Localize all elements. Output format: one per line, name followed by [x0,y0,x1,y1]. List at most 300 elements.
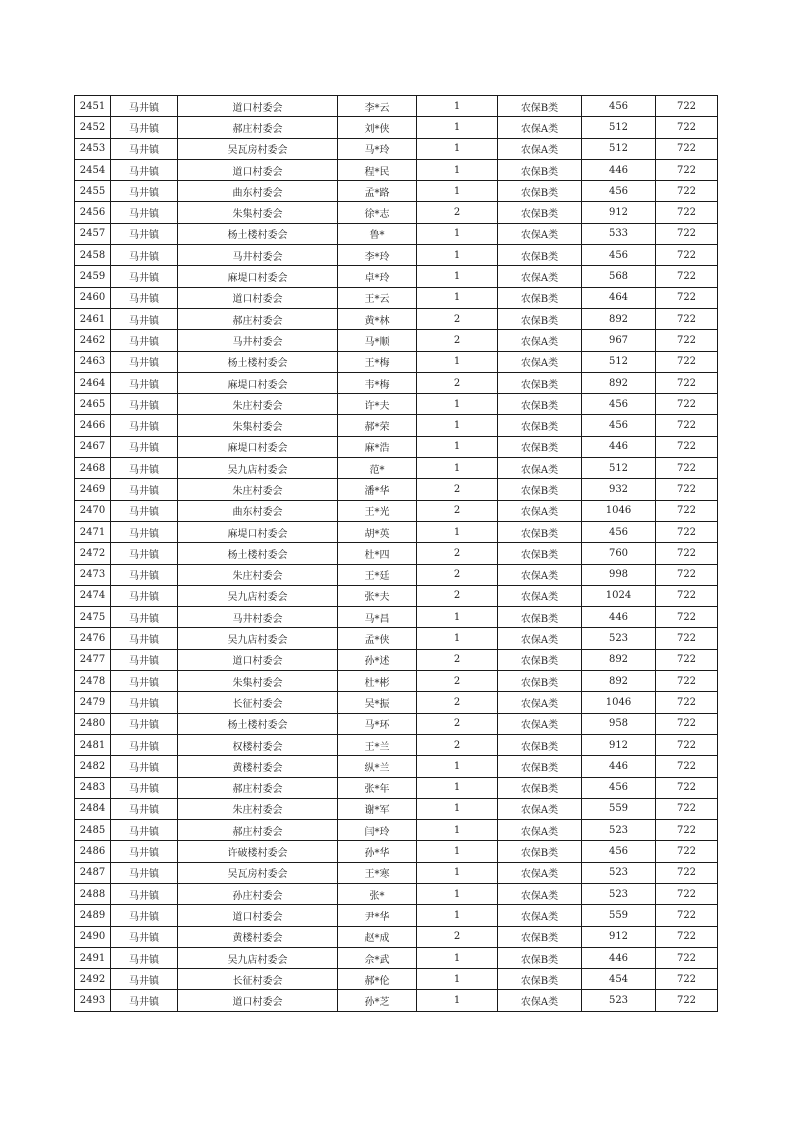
town-cell: 马井镇 [111,841,178,862]
village-committee-cell: 郝庄村委会 [178,777,338,798]
code-cell: 722 [656,607,718,628]
town-cell: 马井镇 [111,990,178,1011]
person-name-cell: 尹*华 [338,905,417,926]
table-row [75,159,718,180]
code-cell: 722 [656,862,718,883]
household-count-cell: 1 [417,415,498,436]
row-number-cell: 2468 [75,458,111,479]
village-committee-cell: 郝庄村委会 [178,117,338,138]
household-count-cell: 1 [417,521,498,542]
amount-cell: 446 [582,607,656,628]
code-cell: 722 [656,223,718,244]
town-cell: 马井镇 [111,96,178,117]
table-row [75,734,718,755]
table-row [75,969,718,990]
household-count-cell: 1 [417,628,498,649]
row-number-cell: 2486 [75,841,111,862]
insurance-category-cell: 农保B类 [498,394,582,415]
amount-cell: 464 [582,287,656,308]
row-number-cell: 2477 [75,649,111,670]
amount-cell: 912 [582,926,656,947]
town-cell: 马井镇 [111,628,178,649]
code-cell: 722 [656,159,718,180]
row-number-cell: 2465 [75,394,111,415]
town-cell: 马井镇 [111,798,178,819]
table-row [75,713,718,734]
row-number-cell: 2490 [75,926,111,947]
code-cell: 722 [656,521,718,542]
amount-cell: 892 [582,671,656,692]
code-cell: 722 [656,394,718,415]
household-count-cell: 1 [417,351,498,372]
code-cell: 722 [656,436,718,457]
person-name-cell: 王*兰 [338,734,417,755]
person-name-cell: 孙*华 [338,841,417,862]
village-committee-cell: 道口村委会 [178,287,338,308]
row-number-cell: 2464 [75,372,111,393]
person-name-cell: 张*夫 [338,585,417,606]
insurance-category-cell: 农保B类 [498,479,582,500]
insurance-category-cell: 农保B类 [498,287,582,308]
village-committee-cell: 朱庄村委会 [178,564,338,585]
row-number-cell: 2459 [75,266,111,287]
village-committee-cell: 吴九店村委会 [178,947,338,968]
person-name-cell: 郝*伦 [338,969,417,990]
amount-cell: 456 [582,521,656,542]
amount-cell: 446 [582,756,656,777]
amount-cell: 1024 [582,585,656,606]
village-committee-cell: 孙庄村委会 [178,883,338,904]
household-count-cell: 2 [417,202,498,223]
code-cell: 722 [656,479,718,500]
town-cell: 马井镇 [111,202,178,223]
table-row [75,479,718,500]
household-count-cell: 1 [417,394,498,415]
code-cell: 722 [656,202,718,223]
row-number-cell: 2453 [75,138,111,159]
household-count-cell: 2 [417,926,498,947]
table-row [75,671,718,692]
table-row [75,841,718,862]
table-row [75,628,718,649]
code-cell: 722 [656,671,718,692]
table-row [75,862,718,883]
insurance-category-cell: 农保A类 [498,905,582,926]
amount-cell: 456 [582,777,656,798]
insurance-category-cell: 农保A类 [498,713,582,734]
household-count-cell: 1 [417,947,498,968]
town-cell: 马井镇 [111,266,178,287]
household-count-cell: 1 [417,969,498,990]
table-row [75,415,718,436]
household-count-cell: 1 [417,862,498,883]
household-count-cell: 2 [417,692,498,713]
person-name-cell: 刘*侠 [338,117,417,138]
town-cell: 马井镇 [111,692,178,713]
village-committee-cell: 郝庄村委会 [178,820,338,841]
table-row [75,202,718,223]
person-name-cell: 孙*芝 [338,990,417,1011]
code-cell: 722 [656,245,718,266]
row-number-cell: 2456 [75,202,111,223]
town-cell: 马井镇 [111,351,178,372]
household-count-cell: 1 [417,607,498,628]
row-number-cell: 2487 [75,862,111,883]
town-cell: 马井镇 [111,245,178,266]
town-cell: 马井镇 [111,479,178,500]
village-committee-cell: 郝庄村委会 [178,308,338,329]
row-number-cell: 2489 [75,905,111,926]
household-count-cell: 2 [417,649,498,670]
code-cell: 722 [656,777,718,798]
town-cell: 马井镇 [111,287,178,308]
village-committee-cell: 朱庄村委会 [178,479,338,500]
person-name-cell: 王*光 [338,500,417,521]
code-cell: 722 [656,628,718,649]
code-cell: 722 [656,266,718,287]
household-count-cell: 1 [417,159,498,180]
town-cell: 马井镇 [111,500,178,521]
household-count-cell: 2 [417,585,498,606]
insurance-category-cell: 农保B类 [498,521,582,542]
person-name-cell: 程*民 [338,159,417,180]
insurance-category-cell: 农保A类 [498,883,582,904]
town-cell: 马井镇 [111,820,178,841]
data-table [74,95,718,1012]
table-row [75,394,718,415]
village-committee-cell: 吴九店村委会 [178,628,338,649]
table-row [75,117,718,138]
household-count-cell: 1 [417,883,498,904]
row-number-cell: 2470 [75,500,111,521]
code-cell: 722 [656,287,718,308]
town-cell: 马井镇 [111,905,178,926]
table-row [75,330,718,351]
insurance-category-cell: 农保A类 [498,266,582,287]
town-cell: 马井镇 [111,734,178,755]
village-committee-cell: 吴瓦房村委会 [178,138,338,159]
household-count-cell: 1 [417,245,498,266]
amount-cell: 892 [582,649,656,670]
code-cell: 722 [656,117,718,138]
town-cell: 马井镇 [111,372,178,393]
code-cell: 722 [656,798,718,819]
household-count-cell: 1 [417,777,498,798]
household-count-cell: 1 [417,841,498,862]
town-cell: 马井镇 [111,436,178,457]
row-number-cell: 2454 [75,159,111,180]
person-name-cell: 鲁* [338,223,417,244]
row-number-cell: 2463 [75,351,111,372]
household-count-cell: 1 [417,266,498,287]
row-number-cell: 2475 [75,607,111,628]
household-count-cell: 1 [417,181,498,202]
row-number-cell: 2485 [75,820,111,841]
amount-cell: 932 [582,479,656,500]
town-cell: 马井镇 [111,159,178,180]
person-name-cell: 许*夫 [338,394,417,415]
table-row [75,820,718,841]
row-number-cell: 2455 [75,181,111,202]
table-row [75,926,718,947]
code-cell: 722 [656,330,718,351]
insurance-category-cell: 农保B类 [498,543,582,564]
table-row [75,351,718,372]
amount-cell: 456 [582,181,656,202]
person-name-cell: 卓*玲 [338,266,417,287]
table-row [75,883,718,904]
insurance-category-cell: 农保B类 [498,649,582,670]
person-name-cell: 谢*军 [338,798,417,819]
insurance-category-cell: 农保B类 [498,947,582,968]
insurance-category-cell: 农保A类 [498,138,582,159]
insurance-category-cell: 农保B类 [498,841,582,862]
code-cell: 722 [656,734,718,755]
table-row [75,756,718,777]
insurance-category-cell: 农保A类 [498,820,582,841]
table-body [75,96,718,1012]
household-count-cell: 2 [417,734,498,755]
row-number-cell: 2467 [75,436,111,457]
household-count-cell: 1 [417,756,498,777]
code-cell: 722 [656,947,718,968]
insurance-category-cell: 农保B类 [498,436,582,457]
row-number-cell: 2460 [75,287,111,308]
row-number-cell: 2474 [75,585,111,606]
amount-cell: 446 [582,159,656,180]
insurance-category-cell: 农保B类 [498,181,582,202]
person-name-cell: 马*环 [338,713,417,734]
town-cell: 马井镇 [111,223,178,244]
insurance-category-cell: 农保B类 [498,372,582,393]
row-number-cell: 2458 [75,245,111,266]
town-cell: 马井镇 [111,777,178,798]
village-committee-cell: 曲东村委会 [178,500,338,521]
amount-cell: 533 [582,223,656,244]
town-cell: 马井镇 [111,671,178,692]
code-cell: 722 [656,969,718,990]
row-number-cell: 2491 [75,947,111,968]
town-cell: 马井镇 [111,756,178,777]
village-committee-cell: 朱集村委会 [178,671,338,692]
insurance-category-cell: 农保A类 [498,564,582,585]
amount-cell: 912 [582,202,656,223]
household-count-cell: 2 [417,372,498,393]
amount-cell: 1046 [582,500,656,521]
village-committee-cell: 道口村委会 [178,905,338,926]
code-cell: 722 [656,351,718,372]
row-number-cell: 2480 [75,713,111,734]
household-count-cell: 1 [417,117,498,138]
village-committee-cell: 吴九店村委会 [178,585,338,606]
amount-cell: 512 [582,117,656,138]
row-number-cell: 2483 [75,777,111,798]
amount-cell: 958 [582,713,656,734]
amount-cell: 512 [582,458,656,479]
village-committee-cell: 吴瓦房村委会 [178,862,338,883]
household-count-cell: 1 [417,798,498,819]
code-cell: 722 [656,415,718,436]
household-count-cell: 1 [417,436,498,457]
insurance-category-cell: 农保B类 [498,756,582,777]
amount-cell: 559 [582,798,656,819]
insurance-category-cell: 农保A类 [498,458,582,479]
code-cell: 722 [656,543,718,564]
table-row [75,777,718,798]
table-row [75,649,718,670]
amount-cell: 456 [582,415,656,436]
table-row [75,138,718,159]
person-name-cell: 王*廷 [338,564,417,585]
person-name-cell: 韦*梅 [338,372,417,393]
household-count-cell: 2 [417,713,498,734]
code-cell: 722 [656,372,718,393]
code-cell: 722 [656,692,718,713]
person-name-cell: 李*云 [338,96,417,117]
village-committee-cell: 道口村委会 [178,990,338,1011]
insurance-category-cell: 农保A类 [498,798,582,819]
person-name-cell: 孟*路 [338,181,417,202]
code-cell: 722 [656,649,718,670]
table-row [75,287,718,308]
town-cell: 马井镇 [111,330,178,351]
table-row [75,543,718,564]
town-cell: 马井镇 [111,308,178,329]
table-row [75,245,718,266]
village-committee-cell: 麻堤口村委会 [178,372,338,393]
insurance-category-cell: 农保B类 [498,734,582,755]
village-committee-cell: 吴九店村委会 [178,458,338,479]
town-cell: 马井镇 [111,181,178,202]
household-count-cell: 1 [417,905,498,926]
person-name-cell: 张* [338,883,417,904]
village-committee-cell: 道口村委会 [178,159,338,180]
person-name-cell: 孟*侠 [338,628,417,649]
village-committee-cell: 权楼村委会 [178,734,338,755]
household-count-cell: 2 [417,543,498,564]
row-number-cell: 2461 [75,308,111,329]
household-count-cell: 2 [417,308,498,329]
village-committee-cell: 杨土楼村委会 [178,223,338,244]
insurance-category-cell: 农保B类 [498,671,582,692]
household-count-cell: 2 [417,479,498,500]
table-row [75,308,718,329]
insurance-category-cell: 农保B类 [498,159,582,180]
village-committee-cell: 朱集村委会 [178,202,338,223]
person-name-cell: 孙*述 [338,649,417,670]
table-row [75,607,718,628]
person-name-cell: 王*梅 [338,351,417,372]
amount-cell: 892 [582,308,656,329]
person-name-cell: 麻*浩 [338,436,417,457]
village-committee-cell: 朱集村委会 [178,415,338,436]
town-cell: 马井镇 [111,564,178,585]
village-committee-cell: 杨土楼村委会 [178,543,338,564]
insurance-category-cell: 农保B类 [498,969,582,990]
person-name-cell: 马*玲 [338,138,417,159]
household-count-cell: 1 [417,458,498,479]
table-row [75,947,718,968]
code-cell: 722 [656,500,718,521]
code-cell: 722 [656,308,718,329]
table-row [75,372,718,393]
village-committee-cell: 道口村委会 [178,649,338,670]
row-number-cell: 2479 [75,692,111,713]
row-number-cell: 2466 [75,415,111,436]
row-number-cell: 2482 [75,756,111,777]
table-row [75,181,718,202]
amount-cell: 456 [582,96,656,117]
amount-cell: 456 [582,841,656,862]
household-count-cell: 1 [417,990,498,1011]
village-committee-cell: 朱庄村委会 [178,394,338,415]
village-committee-cell: 麻堤口村委会 [178,266,338,287]
amount-cell: 523 [582,883,656,904]
insurance-category-cell: 农保A类 [498,692,582,713]
village-committee-cell: 朱庄村委会 [178,798,338,819]
town-cell: 马井镇 [111,969,178,990]
village-committee-cell: 马井村委会 [178,607,338,628]
row-number-cell: 2451 [75,96,111,117]
person-name-cell: 胡*英 [338,521,417,542]
insurance-category-cell: 农保A类 [498,223,582,244]
insurance-category-cell: 农保A类 [498,500,582,521]
insurance-category-cell: 农保A类 [498,351,582,372]
person-name-cell: 杜*彬 [338,671,417,692]
row-number-cell: 2452 [75,117,111,138]
person-name-cell: 纵*兰 [338,756,417,777]
amount-cell: 1046 [582,692,656,713]
amount-cell: 456 [582,394,656,415]
village-committee-cell: 马井村委会 [178,245,338,266]
amount-cell: 912 [582,734,656,755]
table-row [75,266,718,287]
amount-cell: 523 [582,820,656,841]
town-cell: 马井镇 [111,521,178,542]
code-cell: 722 [656,926,718,947]
town-cell: 马井镇 [111,394,178,415]
table-row [75,798,718,819]
insurance-category-cell: 农保B类 [498,96,582,117]
person-name-cell: 潘*华 [338,479,417,500]
household-count-cell: 1 [417,138,498,159]
amount-cell: 446 [582,436,656,457]
amount-cell: 892 [582,372,656,393]
person-name-cell: 马*顺 [338,330,417,351]
person-name-cell: 赵*成 [338,926,417,947]
insurance-category-cell: 农保A类 [498,628,582,649]
table-row [75,905,718,926]
table-row [75,564,718,585]
amount-cell: 456 [582,245,656,266]
village-committee-cell: 马井村委会 [178,330,338,351]
table-row [75,585,718,606]
table-row [75,223,718,244]
insurance-category-cell: 农保B类 [498,415,582,436]
amount-cell: 523 [582,990,656,1011]
household-count-cell: 1 [417,223,498,244]
town-cell: 马井镇 [111,947,178,968]
table-row [75,990,718,1011]
insurance-category-cell: 农保B类 [498,245,582,266]
table-row [75,436,718,457]
code-cell: 722 [656,820,718,841]
amount-cell: 998 [582,564,656,585]
row-number-cell: 2484 [75,798,111,819]
town-cell: 马井镇 [111,713,178,734]
village-committee-cell: 杨土楼村委会 [178,713,338,734]
insurance-category-cell: 农保B类 [498,777,582,798]
